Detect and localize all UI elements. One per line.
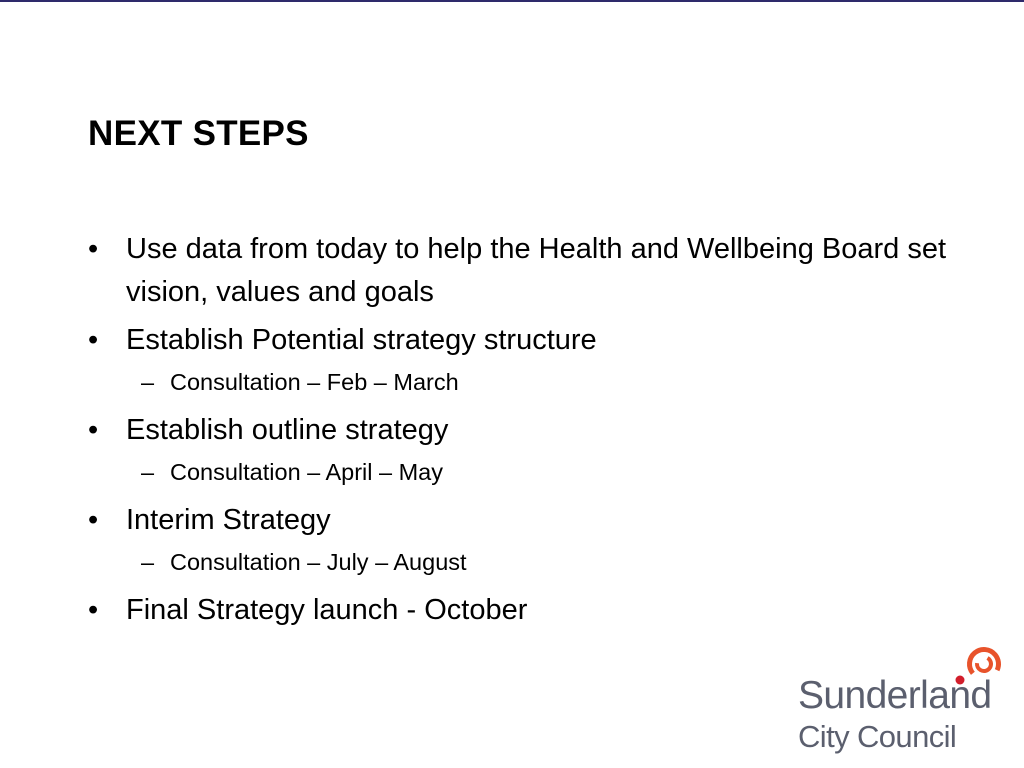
bullet-item <box>88 409 968 452</box>
sub-bullet-text: Consultation – July – August <box>170 549 467 575</box>
bullet-text: Final Strategy launch - October <box>126 594 528 626</box>
logo-inner-ring <box>974 654 993 673</box>
sub-bullet-marker: – <box>141 369 155 395</box>
bullet-marker: • <box>88 504 99 536</box>
sub-bullet-text: Consultation – Feb – March <box>170 369 459 395</box>
sunderland-city-council-logo <box>796 644 1012 756</box>
bullet-list <box>88 228 968 637</box>
sub-bullet-marker: – <box>141 459 155 485</box>
logo-text-sunderland: Sunderland <box>798 674 992 717</box>
bullet-item <box>88 319 968 362</box>
bullet-text: Establish outline strategy <box>126 414 449 446</box>
bullet-item <box>88 499 968 542</box>
sub-bullet-text: Consultation – April – May <box>170 459 444 485</box>
top-divider <box>0 0 1024 2</box>
bullet-marker: • <box>88 594 99 626</box>
bullet-text: Establish Potential strategy structure <box>126 324 597 356</box>
sub-bullet-marker: – <box>141 549 155 575</box>
sub-bullet-item <box>88 365 968 399</box>
bullet-marker: • <box>88 414 99 446</box>
slide-title: NEXT STEPS <box>88 114 309 153</box>
bullet-item <box>88 589 968 632</box>
bullet-marker: • <box>88 324 99 356</box>
sub-bullet-item <box>88 455 968 489</box>
logo-text-city-council: City Council <box>798 719 957 754</box>
bullet-text: Interim Strategy <box>126 504 331 536</box>
bullet-text: Use data from today to help the Health and Wellbeing Board set vision, values and goals <box>126 233 947 308</box>
bullet-item <box>88 228 968 314</box>
bullet-marker: • <box>88 233 99 265</box>
sub-bullet-item <box>88 545 968 579</box>
